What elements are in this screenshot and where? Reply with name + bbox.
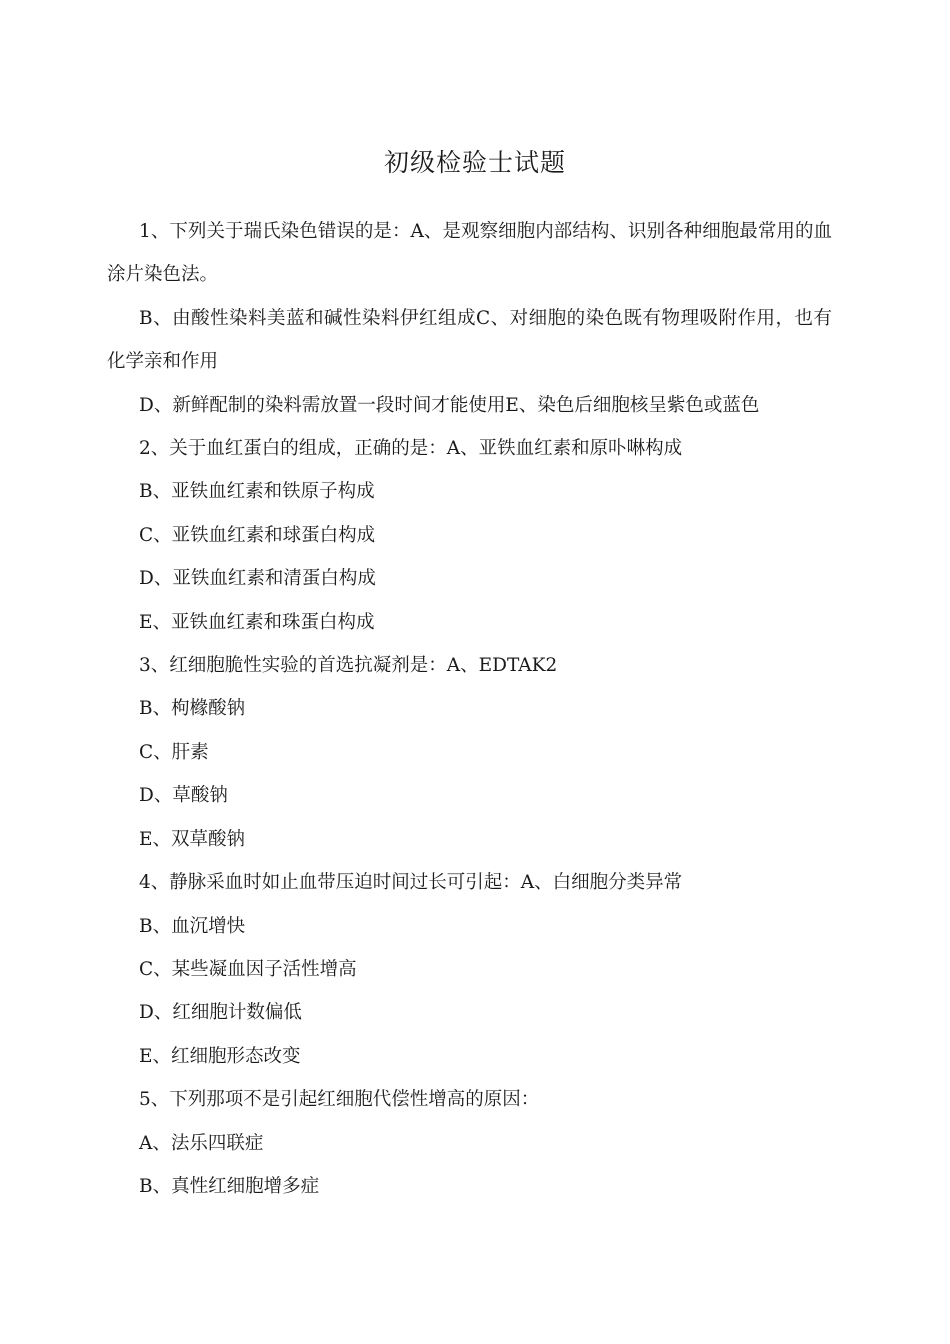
question-4-option-c: C、某些凝血因子活性增高 <box>139 958 357 980</box>
question-5-stem: 5、下列那项不是引起红细胞代偿性增高的原因： <box>139 1089 540 1111</box>
document-body <box>107 210 832 1208</box>
question-4-stem: 4、静脉采血时如止血带压迫时间过长可引起：A、白细胞分类异常 <box>139 872 683 894</box>
question-1-options-b-c: B、由酸性染料美蓝和碱性染料伊红组成C、对细胞的染色既有物理吸附作用，也有化学亲和作用 <box>107 307 832 373</box>
question-3-option-b: B、枸橼酸钠 <box>139 698 246 720</box>
question-5-option-b: B、真性红细胞增多症 <box>139 1175 320 1197</box>
question-2-option-b: B、亚铁血红素和铁原子构成 <box>139 481 375 503</box>
question-3-option-d: D、草酸钠 <box>139 785 228 807</box>
question-2-stem: 2、关于血红蛋白的组成，正确的是：A、亚铁血红素和原卟啉构成 <box>139 438 683 460</box>
page-title: 初级检验士试题 <box>383 148 566 177</box>
question-3-option-e: E、双草酸钠 <box>139 828 246 850</box>
question-2-option-e: E、亚铁血红素和珠蛋白构成 <box>139 611 375 633</box>
question-1-stem: 1、下列关于瑞氏染色错误的是：A、是观察细胞内部结构、识别各种细胞最常用的血涂片染色法。 <box>107 221 832 286</box>
question-3-option-c: C、肝素 <box>139 741 209 763</box>
question-2-option-d: D、亚铁血红素和清蛋白构成 <box>139 568 376 590</box>
question-4-option-d: D、红细胞计数偏低 <box>139 1002 302 1024</box>
question-5-option-a: A、法乐四联症 <box>139 1132 264 1154</box>
question-3-stem: 3、红细胞脆性实验的首选抗凝剂是：A、EDTAK2 <box>139 655 558 677</box>
question-4-option-e: E、红细胞形态改变 <box>139 1045 301 1067</box>
question-1-options-d-e: D、新鲜配制的染料需放置一段时间才能使用E、染色后细胞核呈紫色或蓝色 <box>139 394 760 416</box>
question-4-option-b: B、血沉增快 <box>139 915 246 937</box>
question-2-option-c: C、亚铁血红素和球蛋白构成 <box>139 524 376 546</box>
